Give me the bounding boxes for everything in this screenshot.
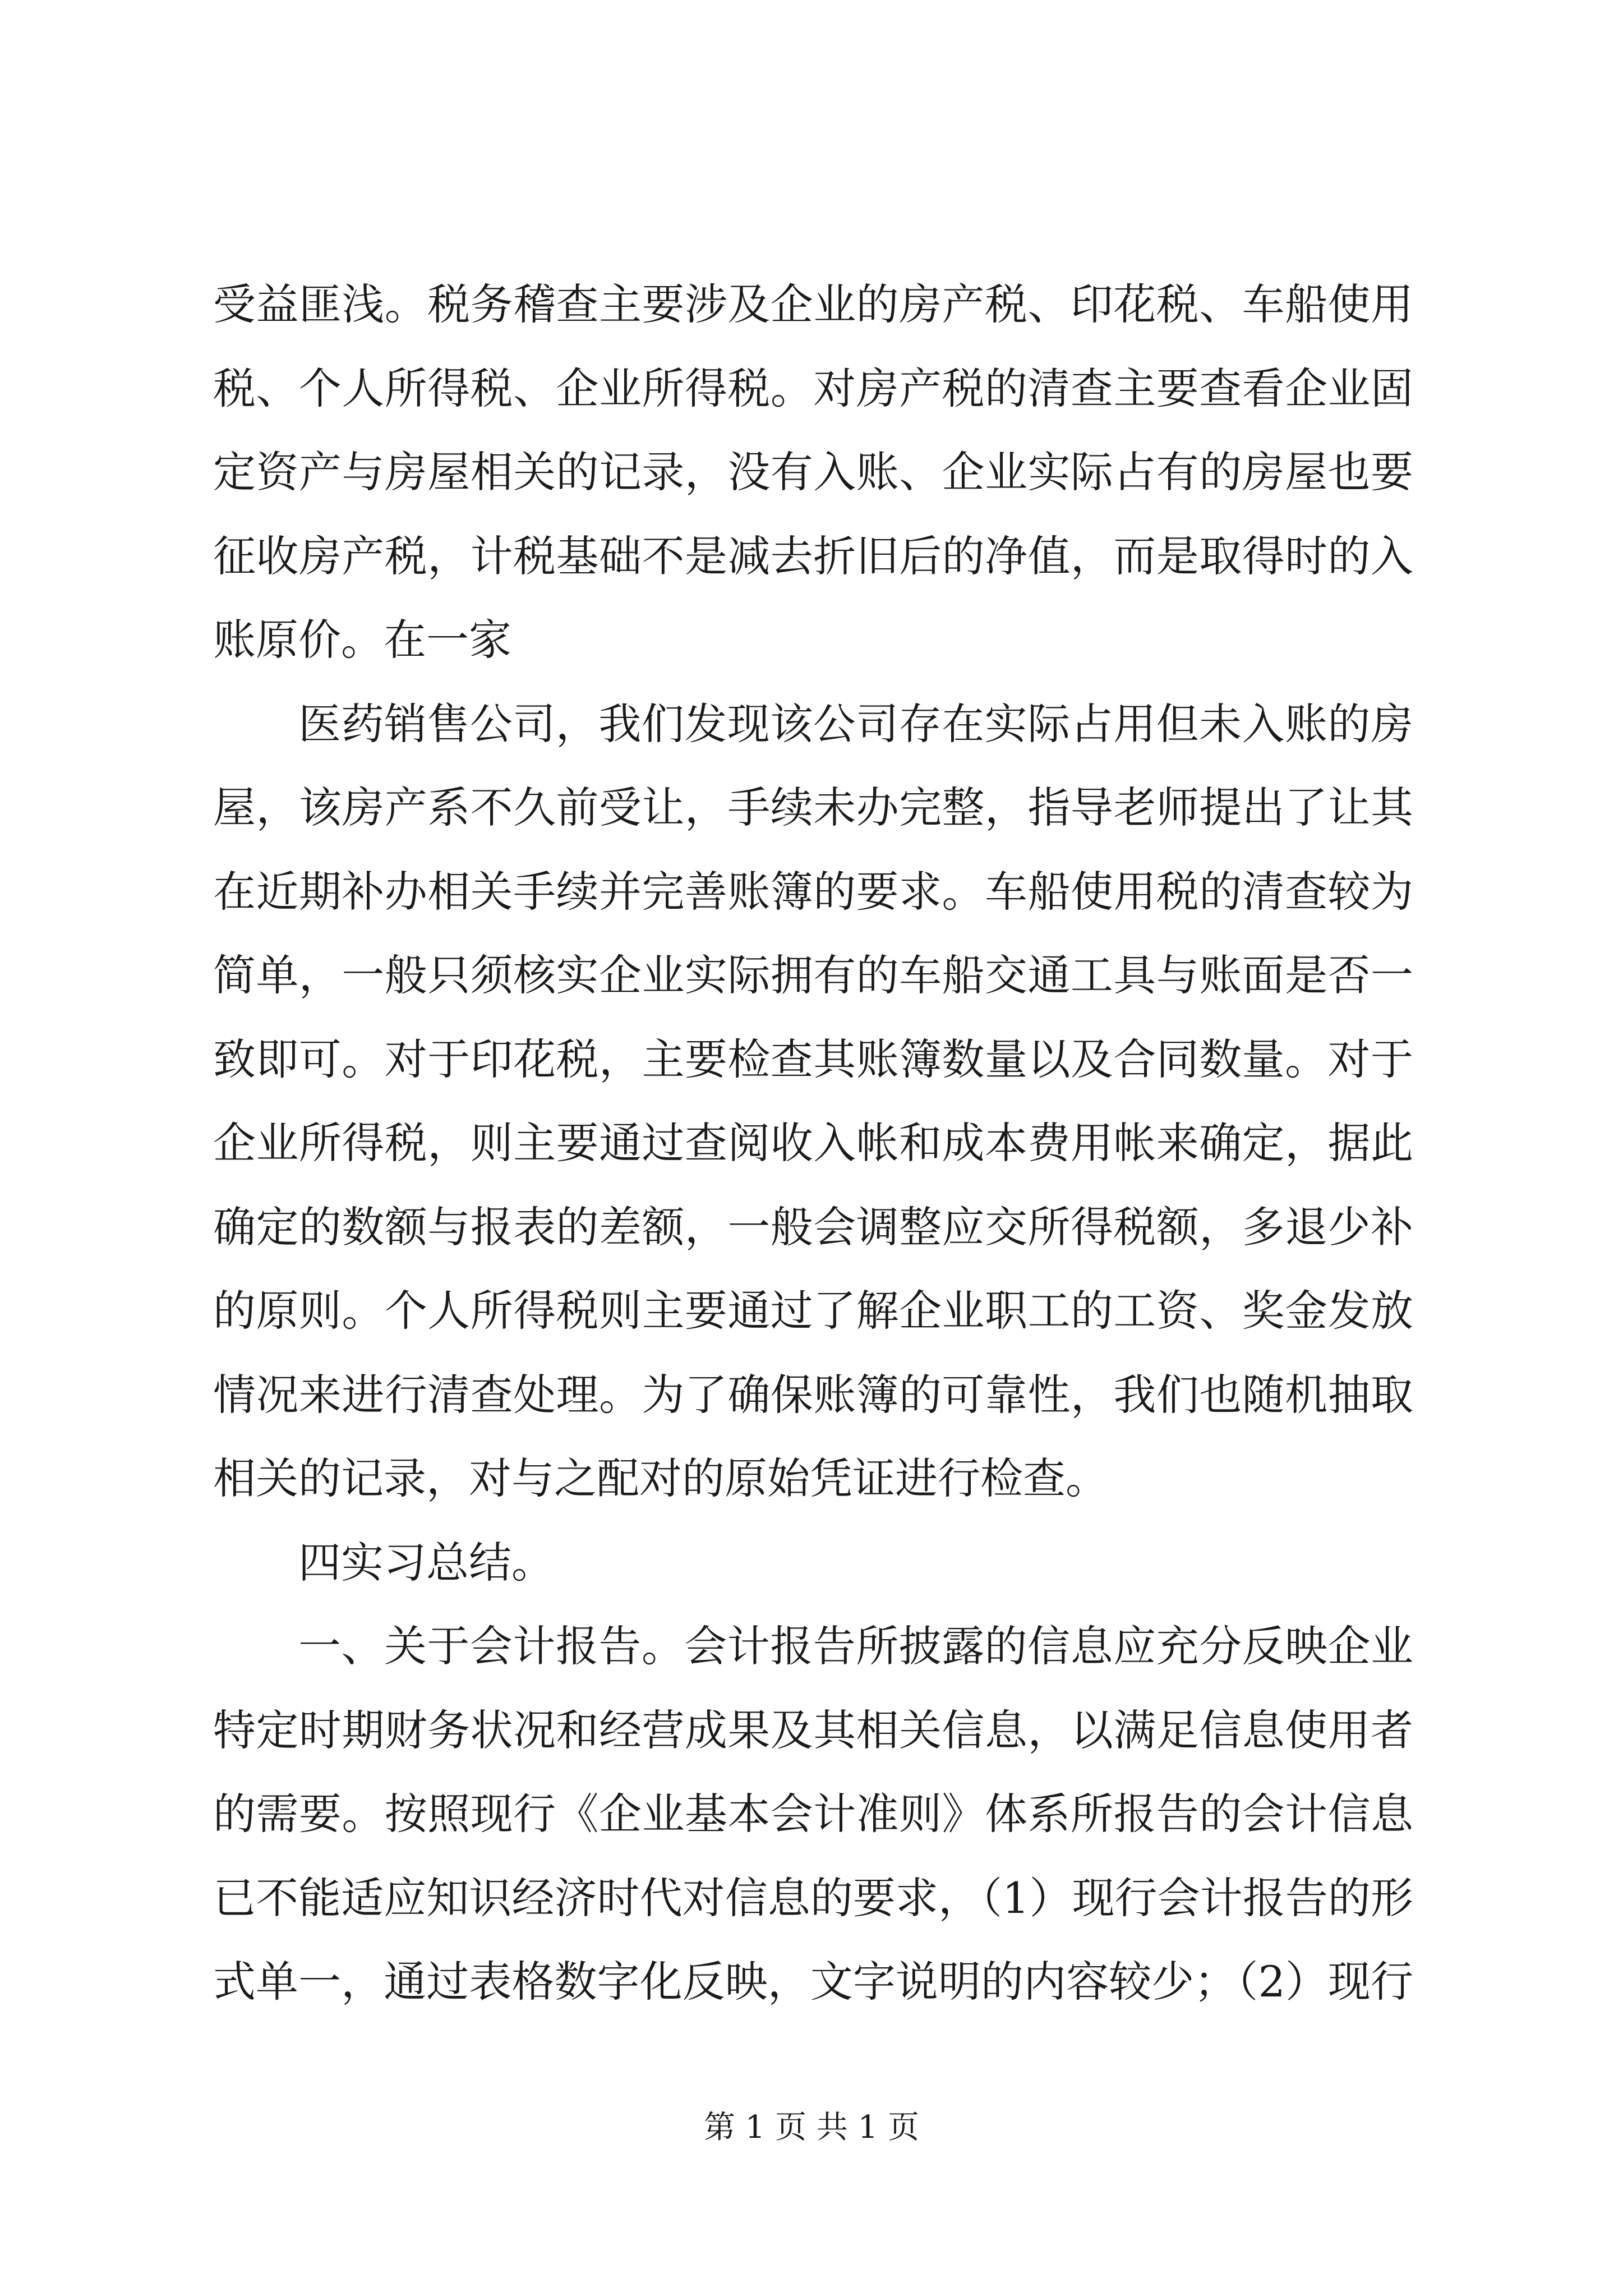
text-line: 情况来进行清查处理。为了确保账簿的可靠性，我们也随机抽取 xyxy=(213,1369,1413,1420)
text-line: 式单一，通过表格数字化反映，文字说明的内容较少；（2）现行 xyxy=(213,1957,1413,2007)
text-line: 屋，该房产系不久前受让，手续未办完整，指导老师提出了让其 xyxy=(213,783,1413,832)
text-line: 的原则。个人所得税则主要通过了解企业职工的工资、奖金发放 xyxy=(213,1286,1413,1336)
text-line: 的需要。按照现行《企业基本会计准则》体系所报告的会计信息 xyxy=(213,1789,1413,1839)
text-line: 医药销售公司，我们发现该公司存在实际占用但未入账的房 xyxy=(298,698,1413,749)
text-line: 企业所得税，则主要通过查阅收入帐和成本费用帐来确定，据此 xyxy=(213,1118,1413,1168)
text-line: 确定的数额与报表的差额，一般会调整应交所得税额，多退少补 xyxy=(213,1202,1413,1252)
text-line: 致即可。对于印花税，主要检查其账簿数量以及合同数量。对于 xyxy=(213,1034,1413,1084)
text-line: 账原价。在一家 xyxy=(213,615,511,665)
text-line: 一、关于会计报告。会计报告所披露的信息应充分反映企业 xyxy=(298,1621,1413,1671)
text-line: 税、个人所得税、企业所得税。对房产税的清查主要查看企业固 xyxy=(213,363,1413,413)
text-line: 定资产与房屋相关的记录，没有入账、企业实际占有的房屋也要 xyxy=(213,447,1413,497)
text-line: 特定时期财务状况和经营成果及其相关信息，以满足信息使用者 xyxy=(213,1705,1413,1755)
text-line: 在近期补办相关手续并完善账簿的要求。车船使用税的清查较为 xyxy=(213,866,1413,917)
page-number-footer: 第 1 页 共 1 页 xyxy=(703,2109,920,2146)
text-line: 受益匪浅。税务稽查主要涉及企业的房产税、印花税、车船使用 xyxy=(213,279,1413,329)
text-line: 相关的记录，对与之配对的原始凭证进行检查。 xyxy=(213,1453,1108,1503)
text-line: 征收房产税，计税基础不是减去折旧后的净值，而是取得时的入 xyxy=(213,531,1413,581)
text-line: 简单，一般只须核实企业实际拥有的车船交通工具与账面是否一 xyxy=(213,950,1413,1000)
section-heading: 四实习总结。 xyxy=(298,1537,554,1588)
text-line: 已不能适应知识经济时代对信息的要求，（1）现行会计报告的形 xyxy=(213,1872,1413,1923)
